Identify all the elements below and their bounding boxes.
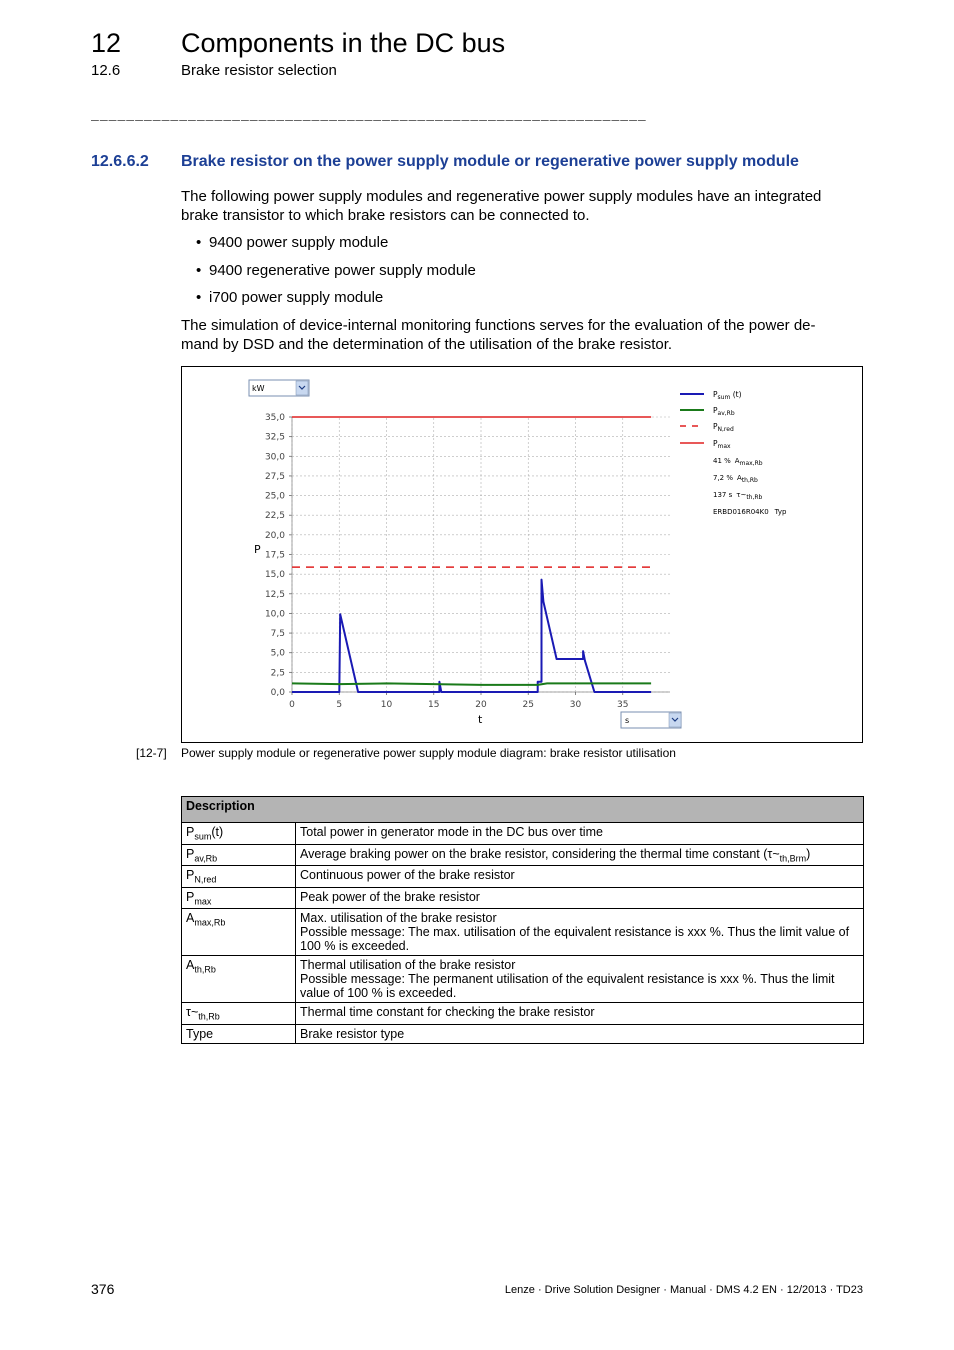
table-desc: Max. utilisation of the brake resistor Possible message: The max. utilisation of the equivalent resistance is xxx %. Thus the limit value of 100 % is exceeded.	[296, 909, 864, 956]
legend-entry: $P_{max}$	[713, 439, 731, 450]
series-line-psum-t-	[292, 580, 651, 692]
plot-ticks	[265, 413, 629, 710]
y-tick-label: 32,5	[264, 432, 285, 443]
table-desc: Peak power of the brake resistor	[296, 887, 864, 909]
table-desc: Thermal utilisation of the brake resistor Possible message: The permanent utilisation of the equivalent resistance is xxx %. Thus the limit value of 100 % is exceeded.	[296, 956, 864, 1003]
info-amax: 41 % Amax,Rb	[713, 457, 763, 467]
x-axis-label: t	[478, 713, 483, 726]
y-tick-label: 25,0	[264, 491, 285, 502]
simulation-line-2: mand by DSD and the determination of the utilisation of the brake resistor.	[181, 336, 673, 353]
y-axis-label: P	[254, 543, 261, 556]
x-tick-label: 15	[428, 700, 440, 710]
section-title: Brake resistor selection	[181, 62, 337, 79]
intro-line-1: The following power supply modules and regenerative power supply modules have an integrated	[181, 188, 822, 205]
bullet-icon: •	[196, 234, 202, 251]
table-desc: Average braking power on the brake resistor, considering the thermal time constant $(\tau\sim_{th,Brm})$	[296, 844, 864, 866]
page-number: 376	[91, 1281, 115, 1297]
table-symbol: $P_{sum}(t)$	[182, 823, 296, 845]
table-row	[182, 1024, 864, 1043]
x-tick-label: 30	[569, 700, 582, 710]
legend-entry: $P_{N,red}$	[713, 422, 734, 433]
table-symbol: $P_{max}$	[182, 887, 296, 909]
bullet-item: 9400 regenerative power supply module	[209, 262, 476, 279]
bullet-item: 9400 power supply module	[209, 234, 389, 251]
y-tick-label: 12,5	[264, 589, 285, 600]
x-tick-label: 20	[475, 700, 487, 710]
table-row	[182, 844, 864, 866]
table-desc: Continuous power of the brake resistor	[296, 866, 864, 888]
x-tick-label: 25	[522, 700, 534, 710]
y-tick-label: 7,5	[270, 629, 285, 640]
heading-title: Brake resistor on the power supply module or regenerative power supply module	[181, 153, 799, 170]
y-tick-label: 10,0	[264, 609, 285, 620]
table-symbol: $A_{max,Rb}$	[182, 909, 296, 956]
unit-select-button[interactable]	[296, 381, 308, 395]
bullet-item: i700 power supply module	[209, 289, 384, 306]
y-tick-label: 20,0	[264, 530, 285, 541]
table-symbol: $P_{N,red}$	[182, 866, 296, 888]
bullet-icon: •	[196, 262, 202, 279]
time-select-button[interactable]	[669, 713, 681, 727]
table-symbol: $A_{th,Rb}$	[182, 956, 296, 1003]
y-tick-label: 22,5	[264, 511, 285, 522]
heading-number: 12.6.6.2	[91, 153, 149, 170]
table-row	[182, 823, 864, 845]
legend-entry: $P_{av,Rb}$	[713, 406, 735, 417]
x-tick-label: 0	[289, 700, 295, 710]
chapter-title: Components in the DC bus	[181, 28, 506, 58]
bullet-icon: •	[196, 289, 202, 306]
caption-text: Power supply module or regenerative power supply module diagram: brake resistor utilisation	[181, 746, 676, 760]
legend-entry: $P_{sum}$ (t)	[713, 390, 742, 401]
table-desc: Thermal time constant for checking the brake resistor	[296, 1003, 864, 1025]
unit-select-value: kW	[252, 384, 265, 393]
x-tick-label: 5	[336, 700, 343, 710]
table-row	[182, 909, 864, 956]
info-tau: 137 s τ~th,Rb	[713, 491, 763, 501]
header-rule: _______________________________________________________________	[91, 108, 647, 123]
table-symbol: $P_{av,Rb}$	[182, 844, 296, 866]
description-table	[181, 796, 864, 1044]
y-tick-label: 0,0	[270, 688, 285, 698]
simulation-line-1: The simulation of device-internal monitoring functions serves for the evaluation of the power de-	[181, 317, 816, 334]
x-tick-label: 10	[380, 700, 393, 710]
info-ath: 7,2 % Ath,Rb	[713, 474, 758, 484]
y-tick-label: 5,0	[270, 648, 285, 659]
y-tick-label: 30,0	[264, 452, 285, 463]
y-tick-label: 17,5	[264, 550, 285, 561]
table-row	[182, 887, 864, 909]
y-tick-label: 2,5	[270, 668, 285, 679]
plot-grid	[289, 417, 670, 695]
brake-resistor-chart	[182, 367, 862, 742]
figure-frame	[181, 366, 863, 743]
table-row	[182, 956, 864, 1003]
intro-line-2: brake transistor to which brake resistors can be connected to.	[181, 207, 590, 224]
table-row	[182, 866, 864, 888]
section-number: 12.6	[91, 62, 121, 79]
y-tick-label: 27,5	[264, 471, 285, 482]
caption-number: [12-7]	[136, 746, 167, 760]
table-desc: Total power in generator mode in the DC bus over time	[296, 823, 864, 845]
series-line-pav-rb	[292, 683, 651, 685]
table-row	[182, 1003, 864, 1025]
table-header: Description	[182, 797, 864, 823]
legend	[680, 390, 787, 516]
chapter-number: 12	[91, 28, 122, 58]
table-symbol: Type	[182, 1024, 296, 1043]
time-select-value: s	[625, 716, 630, 725]
info-type: ERBD016R04K0 Typ	[713, 508, 787, 516]
time-select[interactable]	[621, 712, 681, 728]
table-symbol: $\tau\sim_{th,Rb}$	[182, 1003, 296, 1025]
unit-select[interactable]	[249, 380, 309, 396]
table-desc: Brake resistor type	[296, 1024, 864, 1043]
y-tick-label: 35,0	[264, 413, 285, 423]
footer-text: Lenze · Drive Solution Designer · Manual · DMS 4.2 EN · 12/2013 · TD23	[504, 1284, 863, 1296]
y-tick-label: 15,0	[264, 570, 285, 581]
x-tick-label: 35	[617, 700, 629, 710]
